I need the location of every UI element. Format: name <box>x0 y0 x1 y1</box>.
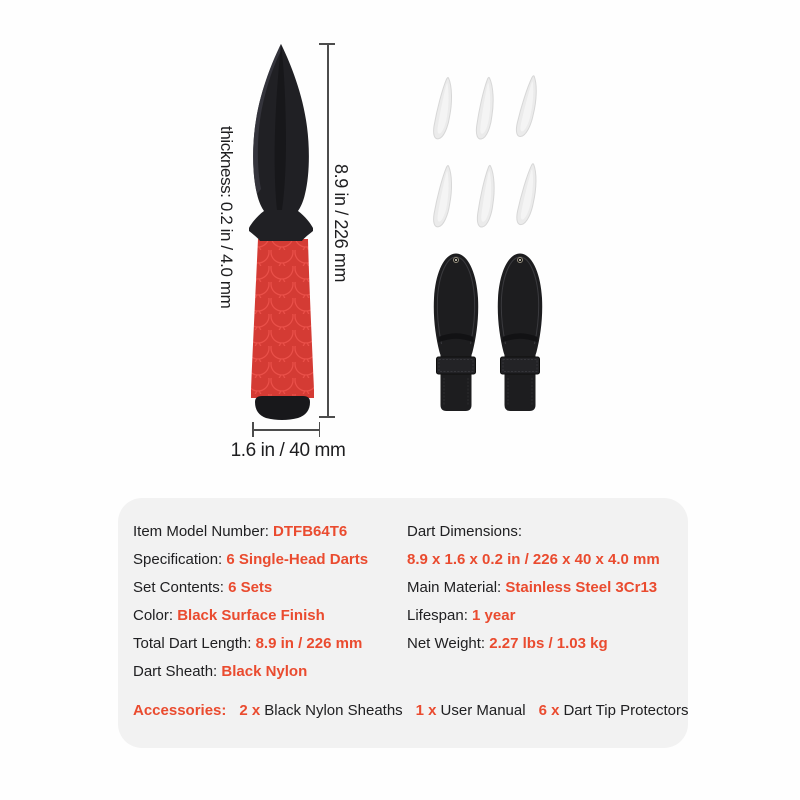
spec-row <box>133 545 368 573</box>
spec-value: Black Surface Finish <box>177 606 325 624</box>
accessory-count: 2 x <box>239 702 261 719</box>
spec-value: 2.27 lbs / 1.03 kg <box>489 634 608 652</box>
accessory-count: 6 x <box>538 702 560 719</box>
thickness-dimension-label: thickness: 0.2 in / 4.0 mm <box>217 126 236 309</box>
spec-row <box>133 629 368 657</box>
dart-tip-protector <box>513 161 543 229</box>
accessories-line <box>133 702 692 719</box>
spec-row <box>133 601 368 629</box>
dart-tip-protector <box>474 164 499 230</box>
length-dimension-cap-top <box>319 43 335 45</box>
spec-row <box>133 657 368 685</box>
spec-row <box>407 601 660 629</box>
accessory-name: Dart Tip Protectors <box>563 702 689 719</box>
spec-label: Set Contents: <box>133 578 229 596</box>
spec-label: Total Dart Length: <box>133 634 256 652</box>
spec-value: 6 Single-Head Darts <box>226 550 369 568</box>
spec-label: Lifespan: <box>407 606 473 624</box>
spec-value: DTFB64T6 <box>273 522 348 540</box>
dart-tip-protector <box>430 75 457 142</box>
dart-tip-protector <box>473 76 498 142</box>
spec-row <box>133 573 368 601</box>
spec-row <box>407 517 660 545</box>
length-dimension-label: 8.9 in / 226 mm <box>331 164 351 283</box>
spec-panel <box>118 498 688 748</box>
spec-label: Item Model Number: <box>133 522 274 540</box>
spec-value: 6 Sets <box>228 578 273 596</box>
dart-handle <box>251 239 314 398</box>
spec-label: Net Weight: <box>407 634 490 652</box>
nylon-sheath <box>496 252 544 413</box>
accessory-count: Accessories: <box>133 702 227 719</box>
spec-label: Dart Dimensions: <box>407 522 523 540</box>
spec-column-left <box>133 517 368 685</box>
accessory-name: User Manual <box>440 702 526 719</box>
spec-value: 1 year <box>472 606 516 624</box>
length-dimension-cap-bottom <box>319 416 335 418</box>
nylon-sheath <box>432 252 480 413</box>
accessory-count: 1 x <box>415 702 437 719</box>
dart-tip-protector <box>513 73 544 141</box>
spec-row <box>407 629 660 657</box>
spec-value: Stainless Steel 3Cr13 <box>505 578 658 596</box>
dart-tip-protector <box>430 163 457 230</box>
spec-value: 8.9 in / 226 mm <box>255 634 363 652</box>
spec-label: Main Material: <box>407 578 506 596</box>
spec-row <box>407 573 660 601</box>
accessory-name: Black Nylon Sheaths <box>264 702 403 719</box>
spec-value: 8.9 x 1.6 x 0.2 in / 226 x 40 x 4.0 mm <box>407 550 660 568</box>
width-dimension-line <box>252 429 320 431</box>
throwing-dart-image <box>246 42 318 422</box>
spec-column-right <box>407 517 660 657</box>
spec-value: Black Nylon <box>221 662 308 680</box>
spec-label: Dart Sheath: <box>133 662 222 680</box>
spec-row <box>407 545 660 573</box>
dart-pommel <box>255 396 310 420</box>
length-dimension-line <box>327 43 329 417</box>
width-dimension-cap-right <box>319 422 321 437</box>
spec-row <box>133 517 368 545</box>
spec-label: Specification: <box>133 550 227 568</box>
width-dimension-cap-left <box>252 422 254 437</box>
width-dimension-label: 1.6 in / 40 mm <box>230 440 346 461</box>
spec-label: Color: <box>133 606 178 624</box>
